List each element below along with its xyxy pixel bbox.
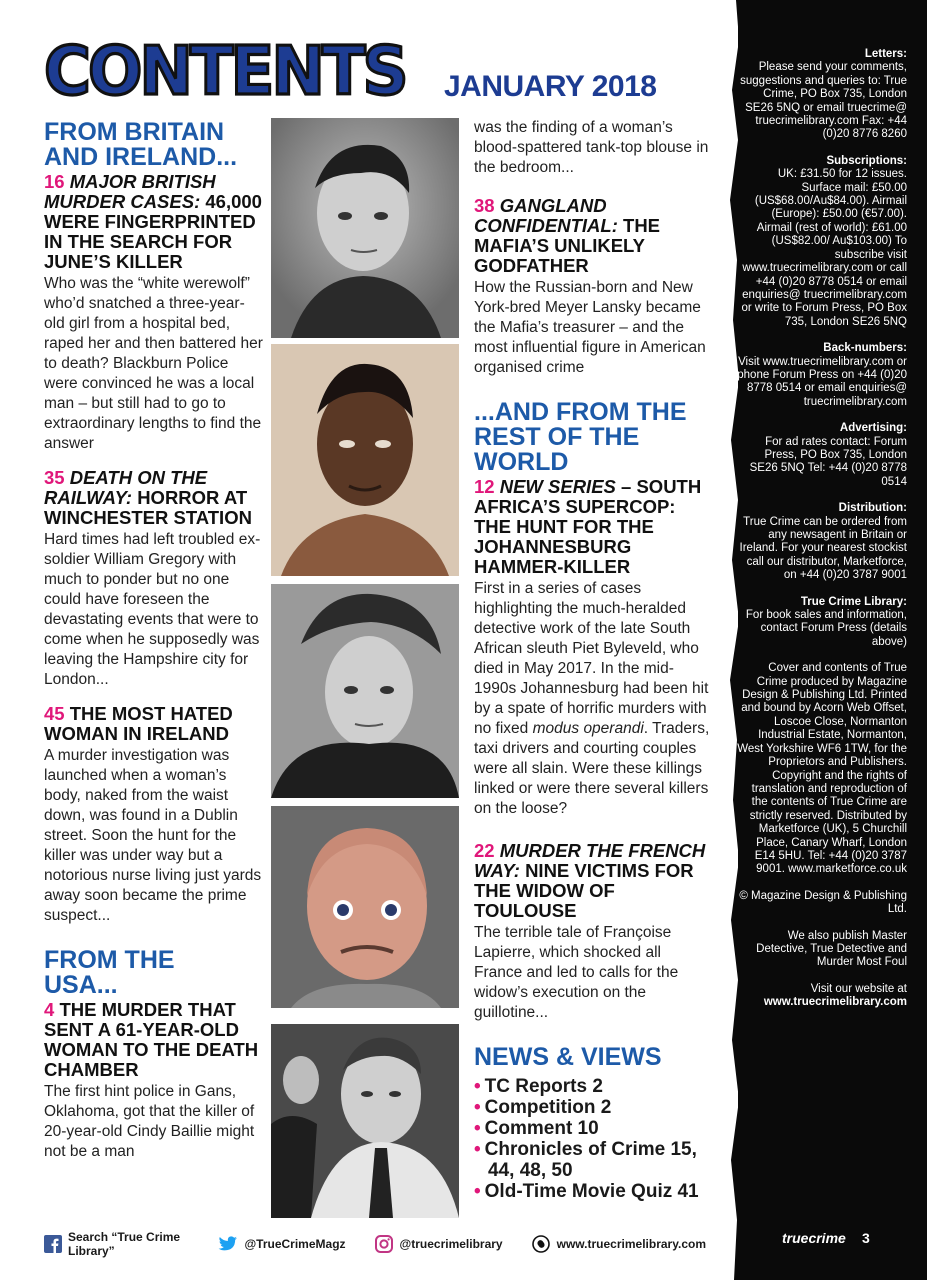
website-link[interactable]: www.truecrimelibrary.com [763,996,907,1009]
legal-block: Cover and contents of True Crime produced by Magazine Design & Publishing Ltd. Printed and bound by Acorn Web Offset, Loscoe Close, Normanton Industrial Estate, Normanton, West Yorkshire WF6 1TW, for the Proprietors and Publishers. Copyright and the rights of translation and reproduction of the contents of True Crime are strictly reserved. Distributed by Marketforce (UK), 5 Churchill Place, Canary Wharf, London E14 5HU. Tel: +44 (0)20 3787 9001. www.marketforce.co.uk [737,662,907,876]
story-body: How the Russian-born and New York-bred Meyer Lansky became the Mafia’s treasurer – and the most influential figure in American organised crime [474,279,706,376]
news-item[interactable]: • Competition 2 [474,1097,612,1118]
story-35[interactable] [44,468,264,690]
story-body: Who was the “white werewolf” who’d snatched a three-year-old girl from a hospital bed, raped her and then battered her to death? Blackburn Police were convinced he was a local man – but still had to go to extraordinary lengths to find the answer [44,275,263,452]
photo-portrait-2 [271,344,459,576]
twitter-link[interactable]: @TrueCrimeMagz [218,1234,345,1254]
story-body: First in a series of cases highlighting the much-heralded detective work of the late South African sleuth Piet Byleveld, who died in May 2017. In the mid-1990s Johannesburg had been hit by a spate of horrific murders with no fixed modus operandi. Traders, taxi drivers and courting couples were all slain. Were these killings linked or were there several killers on the loose? [474,580,710,817]
story-body: A murder investigation was launched when a woman’s body, naked from the waist down, was found in a Dublin street. Soon the hunt for the killer was under way but a notorious nurse living just yards away soon became the prime suspect... [44,747,262,924]
story-title: THE MURDER THAT SENT A 61-YEAR-OLD WOMAN TO THE DEATH CHAMBER [44,999,259,1080]
story-kicker: GANGLAND CONFIDENTIAL: [474,195,618,236]
story-22[interactable] [474,841,710,1023]
news-item[interactable]: • Chronicles of Crime 15, 44, 48, 50 [474,1139,697,1181]
story-kicker: MURDER THE FRENCH WAY: [474,840,706,881]
contents-title: CONTENTS [44,32,406,111]
story-title: THE MAFIA’S UNLIKELY GODFATHER [474,215,661,276]
news-item[interactable]: • Comment 10 [474,1118,599,1139]
news-item[interactable]: • Old-Time Movie Quiz 41 [474,1181,699,1202]
portrait-image [271,806,459,1008]
story-number: 45 [44,703,65,724]
copyright-block: © Magazine Design & Publishing Ltd. [739,889,907,916]
section-heading-world: ...AND FROM THE REST OF THE WORLD [474,398,687,476]
library-block: True Crime Library: For book sales and information, contact Forum Press (details above) [745,595,907,648]
section-heading-usa: FROM THE USA... [44,946,175,999]
brand-logo: truecrime [782,1230,846,1246]
masthead [44,32,434,111]
facebook-icon [44,1234,62,1254]
web-link[interactable]: www.truecrimelibrary.com [531,1234,706,1254]
facebook-link[interactable]: Search “True Crime Library” [44,1230,190,1258]
portrait-image [271,584,459,798]
also-publish-block: We also publish Master Detective, True Detective and Murder Most Foul [756,929,907,969]
photo-portrait-3 [271,584,459,798]
section-heading-britain: FROM BRITAIN AND IRELAND... [44,118,238,171]
story-number: 22 [474,840,495,861]
story-title: 46,000 WERE FINGERPRINTED IN THE SEARCH FOR JUNE’S KILLER [44,191,262,272]
story-title: NINE VICTIMS FOR THE WIDOW OF TOULOUSE [474,860,694,921]
story-title: – SOUTH AFRICA’S SUPERCOP: THE HUNT FOR THE JOHANNESBURG HAMMER-KILLER [474,476,702,577]
story-title: HORROR AT WINCHESTER STATION [44,487,252,528]
instagram-link[interactable]: @truecrimelibrary [374,1234,503,1254]
story-title: THE MOST HATED WOMAN IN IRELAND [44,703,233,744]
page-number: 3 [862,1230,870,1246]
back-numbers-block: Back-numbers: Visit www.truecrimelibrary.com or phone Forum Press on +44 (0)20 8778 0514 or email enquiries@ truecrimelibrary.com [737,342,907,408]
story-kicker: NEW SERIES [499,476,616,497]
letters-block: Letters: Please send your comments, suggestions and queries to: True Crime, PO Box 735, London SE26 5NQ or email truecrime@ truecrimelibrary.com Fax: +44 (0)20 8776 8260 [740,48,907,141]
story-body: The first hint police in Gans, Oklahoma, got that the killer of 20-year-old Cindy Baillie might not be a man [44,1083,255,1160]
photo-portrait-1 [271,118,459,338]
story-number: 4 [44,999,55,1020]
story-kicker: DEATH ON THE RAILWAY: [44,467,208,508]
column-right [474,118,710,1202]
sidebar-content [737,48,907,1010]
instagram-icon [374,1234,394,1254]
photo-portrait-4 [271,806,459,1008]
story-number: 38 [474,195,495,216]
story-45[interactable] [44,704,264,926]
story-number: 35 [44,467,65,488]
story-body: Hard times had left troubled ex-soldier William Gregory with much to ponder but no one could have foreseen the devastating events that were to come when he supposedly was leaving the Hampshire city for London... [44,531,261,688]
twitter-icon [218,1234,238,1254]
story-continued: was the finding of a woman’s blood-spattered tank-top blouse in the bedroom... [474,119,709,176]
issue-date: JANUARY 2018 [444,70,657,103]
portrait-image [271,118,459,338]
news-list [474,1076,710,1202]
story-body: The terrible tale of Françoise Lapierre, which shocked all France and led to calls for the widow’s execution on the guillotine... [474,924,679,1021]
story-number: 12 [474,476,495,497]
story-number: 16 [44,171,65,192]
story-4[interactable] [44,1000,264,1162]
distribution-block: Distribution: True Crime can be ordered from any newsagent in Britain or Ireland. For your nearest stockist call our distributor, Marketforce, on +44 (0)20 3787 9001 [739,502,907,582]
column-left [44,120,264,1162]
section-heading-news: NEWS & VIEWS [474,1043,662,1071]
mouse-icon [531,1234,551,1254]
story-38[interactable] [474,196,710,378]
story-16[interactable] [44,172,264,454]
news-item[interactable]: • TC Reports 2 [474,1076,603,1097]
photo-portrait-5 [271,1024,459,1218]
portrait-image [271,1024,459,1218]
advertising-block: Advertising: For ad rates contact: Forum Press, PO Box 735, London SE26 5NQ Tel: +44 (0)20 8778 0514 [749,422,907,488]
footer-social [44,1232,734,1256]
portrait-image [271,344,459,576]
story-kicker: MAJOR BRITISH MURDER CASES: [44,171,216,212]
story-12[interactable] [474,477,710,819]
visit-label: Visit our website at [810,982,907,995]
subscriptions-block: Subscriptions: UK: £31.50 for 12 issues. Surface mail: £50.00 (US$68.00/Au$84.00). Airmail (Europe): £50.00 (€57.00). Airmail (rest of world): £61.00 (US$82.00/ Au$103.00) To subscribe visit www.truecrimelibrary.com or call +44 (0)20 8778 0514 or email enquiries@ truecrimelibrary.com or write to Forum Press, PO Box 735, London SE26 5NQ [741,154,907,328]
